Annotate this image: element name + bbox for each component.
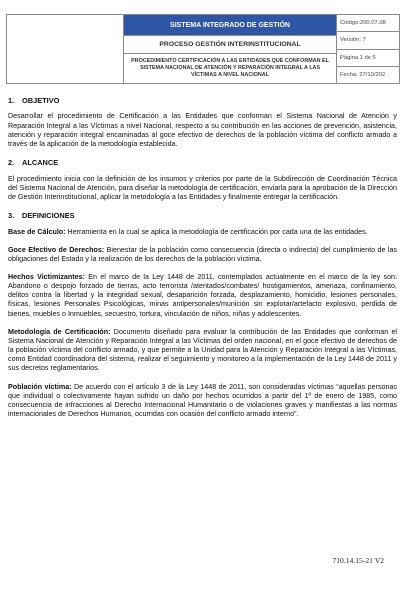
definition-text: Bienestar de la población como consecuencia (directa o indirecta) del cumplimiento de las obligaciones del Estado y la realización de los derechos de la población víctima.	[8, 245, 398, 263]
document-header	[6, 14, 400, 84]
document-version: Versión: 7	[337, 32, 399, 49]
definition-term: Metodología de Certificación:	[8, 327, 111, 336]
document-body	[8, 96, 397, 428]
section-title: ALCANCE	[22, 158, 59, 168]
procedure-title: PROCEDIMIENTO CERTIFICACIÓN A LAS ENTIDADES QUE CONFORMAN EL SISTEMA NACIONAL DE ATENCIÓN Y REPARACIÓN INTEGRAL A LAS VÍCTIMAS A NIVEL NACIONAL	[131, 58, 329, 78]
definition-term: Población víctima:	[8, 382, 72, 391]
section-number: 3.	[8, 211, 15, 221]
definition-text: En el marco de la Ley 1448 de 2011, contemplados actualmente en el marco de la ley son: Abandono o despojo forzado de tierras, acto terrorista /atentados/combates/ hostigamientos, amenaza, confinamiento, delitos contra la libertad y la integridad sexual, desaparición forzada, desplazamiento, homicidio, lesiones personales, físicas, lesiones Personales Psicológicas, minas antipersonales/munición sin explotar/artefacto explosivo, perdida de bienes, muebles o Inmuebles, secuestro, tortura, vinculación de niños, niñas y adolescentes.	[8, 272, 397, 318]
definition	[8, 328, 397, 374]
header-titles	[124, 15, 337, 83]
paragraph: El procedimiento inicia con la definición de los insumos y criterios por parte de la Subdirección de Coordinación Técnica del Sistema Nacional de Atención, para diseñar la metodología de certificación, enviarla para la aprobación de la Dirección de Gestión Interinstitucional, aplicar la metodología a las Entidades y finalmente entregar la certificación.	[8, 174, 397, 201]
definition-term: Base de Cálculo:	[8, 227, 66, 236]
section-heading	[8, 211, 397, 220]
definition	[8, 273, 397, 319]
definition	[8, 383, 397, 420]
definition-text: Herramienta en la cual se aplica la metodología de certificación por cada una de las entidades.	[65, 227, 368, 236]
section-heading	[8, 158, 397, 167]
definition	[8, 246, 397, 264]
section-number: 1.	[8, 96, 15, 105]
section-title: OBJETIVO	[22, 96, 60, 105]
definition-text: Documento diseñado para evaluar la contribución de las Entidades que conforman el Sistema Nacional de Atención y Reparación Integral a las Víctimas del orden nacional, en el goce efectivo de derechos de la población víctima del conflicto armado, y que permite a la Unidad para la Atención y Reparación Integral a las Víctimas, como Entidad coordinadora del sistema, realizar el seguimiento y monitoreo a la implementación de la Ley 1448 de 2011 y sus decretos reglamentarios.	[8, 327, 397, 373]
system-title: SISTEMA INTEGRADO DE GESTIÓN	[124, 15, 336, 36]
section-heading	[8, 96, 397, 105]
document-code: Código:200.07.08	[337, 15, 399, 32]
logo-area	[7, 15, 124, 83]
footer-document-code: 710.14.15-21 V2	[332, 556, 384, 565]
definition-term: Goce Efectivo de Derechos:	[8, 245, 105, 254]
section-number: 2.	[8, 158, 15, 168]
definition-text: De acuerdo con el artículo 3 de la Ley 1448 de 2011, son consideradas víctimas “aquellas personas que individual o colectivamente hayan sufrido un daño por hechos ocurridos a partir del 1º de enero de 1985, como consecuencia de infracciones al Derecho Internacional Humanitario o de violaciones graves y manifiestas a las normas internacionales de Derechos Humanos, ocurridas con ocasión del conflicto armado interno”.	[8, 382, 397, 418]
document-date: Fecha: 27/10/202	[340, 71, 386, 78]
paragraph: Desarrollar el procedimiento de Certificación a las Entidades que conforman el Sistema Nacional de Atención y Reparación Integral a las Víctimas a nivel Nacional, respecto a su contribución en las acciones de prevención, asistencia, atención y reparación integral encaminadas al goce efectivo de derechos de la población víctima del conflicto armado a través de la aplicación de la metodología establecida.	[8, 112, 397, 148]
page-indicator: Página 1 de 5	[337, 50, 399, 67]
definition	[8, 228, 397, 237]
section-title: DEFINICIONES	[22, 211, 75, 221]
process-title: PROCESO GESTIÓN INTERINSTITUCIONAL	[124, 36, 336, 54]
definition-term: Hechos Victimizantes:	[8, 272, 85, 281]
header-meta	[337, 15, 399, 83]
